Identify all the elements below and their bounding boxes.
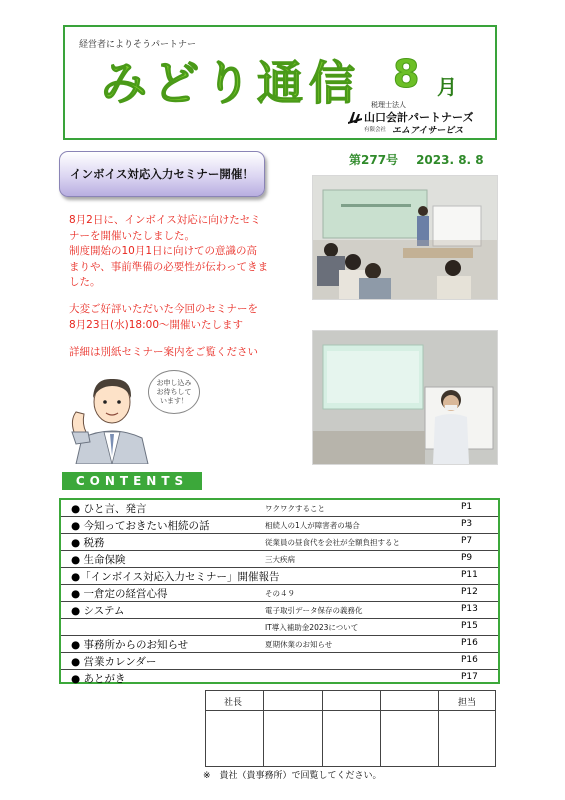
- toc-description: 従業員の昼食代を会社が全額負担すると: [265, 538, 400, 547]
- text-line: 大変ご好評いただいた今回のセミナーを: [69, 303, 258, 315]
- firm-type: 税理士法人: [371, 101, 406, 109]
- table-divider: [263, 691, 264, 766]
- newsletter-title: みどり通信: [101, 56, 361, 110]
- text-line: 8月23日(水)18:00～開催いたします: [69, 318, 243, 331]
- toc-title: ● 一倉定の経営心得: [71, 588, 168, 600]
- text-line: ナーを開催いたしました。: [69, 229, 195, 242]
- president-label: 社長: [224, 698, 243, 708]
- toc-description: ワクワクすること: [265, 504, 325, 513]
- toc-description: 三大疾病: [265, 555, 295, 564]
- issue-date: 2023. 8. 8: [416, 153, 484, 167]
- toc-title: ● あとがき: [71, 673, 126, 685]
- text-line: 制度開始の10月1日に向けての意識の高: [69, 245, 258, 257]
- issue-info: [349, 151, 484, 168]
- tagline: 経営者によりそうパートナー: [79, 40, 197, 50]
- seminar-banner-text: インボイス対応入力セミナー開催！: [70, 167, 254, 181]
- text-line: まりや、事前準備の必要性が伝わってきま: [69, 260, 269, 273]
- businessman-illustration: [66, 372, 158, 464]
- seminar-photo-2: [312, 330, 498, 465]
- toc-page: P13: [461, 604, 478, 614]
- toc-row[interactable]: [61, 653, 498, 670]
- toc-row[interactable]: [61, 551, 498, 568]
- toc-row[interactable]: [61, 534, 498, 551]
- toc-title: ● ひと言、発言: [71, 503, 147, 515]
- toc-title: ● システム: [71, 605, 125, 617]
- toc-row[interactable]: [61, 568, 498, 585]
- toc-title: ● 生命保険: [71, 554, 126, 566]
- toc-description: 夏期休業のお知らせ: [265, 640, 333, 649]
- toc-page: P12: [461, 587, 478, 597]
- circulation-note: ※ 貴社（貴事務所）で回覧してください。: [203, 771, 382, 781]
- table-of-contents: [59, 498, 500, 684]
- contents-heading: CONTENTS: [62, 472, 202, 490]
- seminar-banner: [59, 151, 265, 197]
- toc-page: P11: [461, 570, 478, 580]
- seminar-announcement-paragraph: [69, 302, 289, 333]
- toc-title: ●「インボイス対応入力セミナー」開催報告: [71, 571, 280, 583]
- toc-description: IT導入補助金2023について: [265, 623, 359, 632]
- month-number: 8: [393, 52, 420, 96]
- toc-page: P16: [461, 638, 478, 648]
- issue-number: 第277号: [349, 153, 399, 167]
- table-divider: [380, 691, 381, 766]
- toc-row[interactable]: [61, 619, 498, 636]
- toc-row[interactable]: [61, 500, 498, 517]
- text-line: した。: [69, 276, 101, 288]
- firm-name: 山口会計パートナーズ: [364, 111, 474, 124]
- toc-title: ● 税務: [71, 537, 105, 549]
- toc-description: 電子取引データ保存の義務化: [265, 606, 363, 615]
- table-divider: [206, 710, 495, 711]
- toc-row[interactable]: [61, 602, 498, 619]
- toc-title: ● 今知っておきたい相続の話: [71, 520, 210, 532]
- bubble-line: お申し込み: [156, 378, 192, 387]
- text-line: 8月2日に、インボイス対応に向けたセミ: [69, 214, 261, 226]
- toc-row[interactable]: [61, 670, 498, 687]
- toc-row[interactable]: [61, 517, 498, 534]
- bubble-line: お待ちして: [156, 387, 192, 396]
- toc-description: 相続人の1人が障害者の場合: [265, 521, 360, 530]
- bubble-line: います！: [160, 396, 188, 405]
- toc-title: ● 事務所からのお知らせ: [71, 639, 189, 651]
- firm-logo-icon: [348, 111, 362, 124]
- toc-page: P3: [461, 519, 473, 529]
- toc-title: ● 営業カレンダー: [71, 656, 157, 668]
- toc-page: P15: [461, 621, 478, 631]
- toc-row[interactable]: [61, 585, 498, 602]
- table-divider: [322, 691, 323, 766]
- toc-page: P17: [461, 672, 478, 682]
- table-divider: [438, 691, 439, 766]
- firm-sub-name: エムアイサービス: [392, 126, 464, 136]
- approval-stamp-table: [205, 690, 496, 767]
- month-character: 月: [437, 75, 457, 99]
- seminar-report-paragraph: [69, 213, 279, 291]
- toc-page: P7: [461, 536, 473, 546]
- firm-sub-prefix: 有限会社: [364, 127, 387, 133]
- toc-page: P9: [461, 553, 473, 563]
- masthead: [63, 25, 497, 140]
- toc-row[interactable]: [61, 636, 498, 653]
- toc-page: P16: [461, 655, 478, 665]
- toc-description: その４９: [265, 589, 295, 598]
- seminar-photo-1: [312, 175, 498, 300]
- seminar-details-note: 詳細は別紙セミナー案内をご覧ください: [69, 346, 258, 358]
- toc-page: P1: [461, 502, 473, 512]
- staff-label: 担当: [458, 698, 477, 708]
- speech-bubble: [148, 370, 200, 414]
